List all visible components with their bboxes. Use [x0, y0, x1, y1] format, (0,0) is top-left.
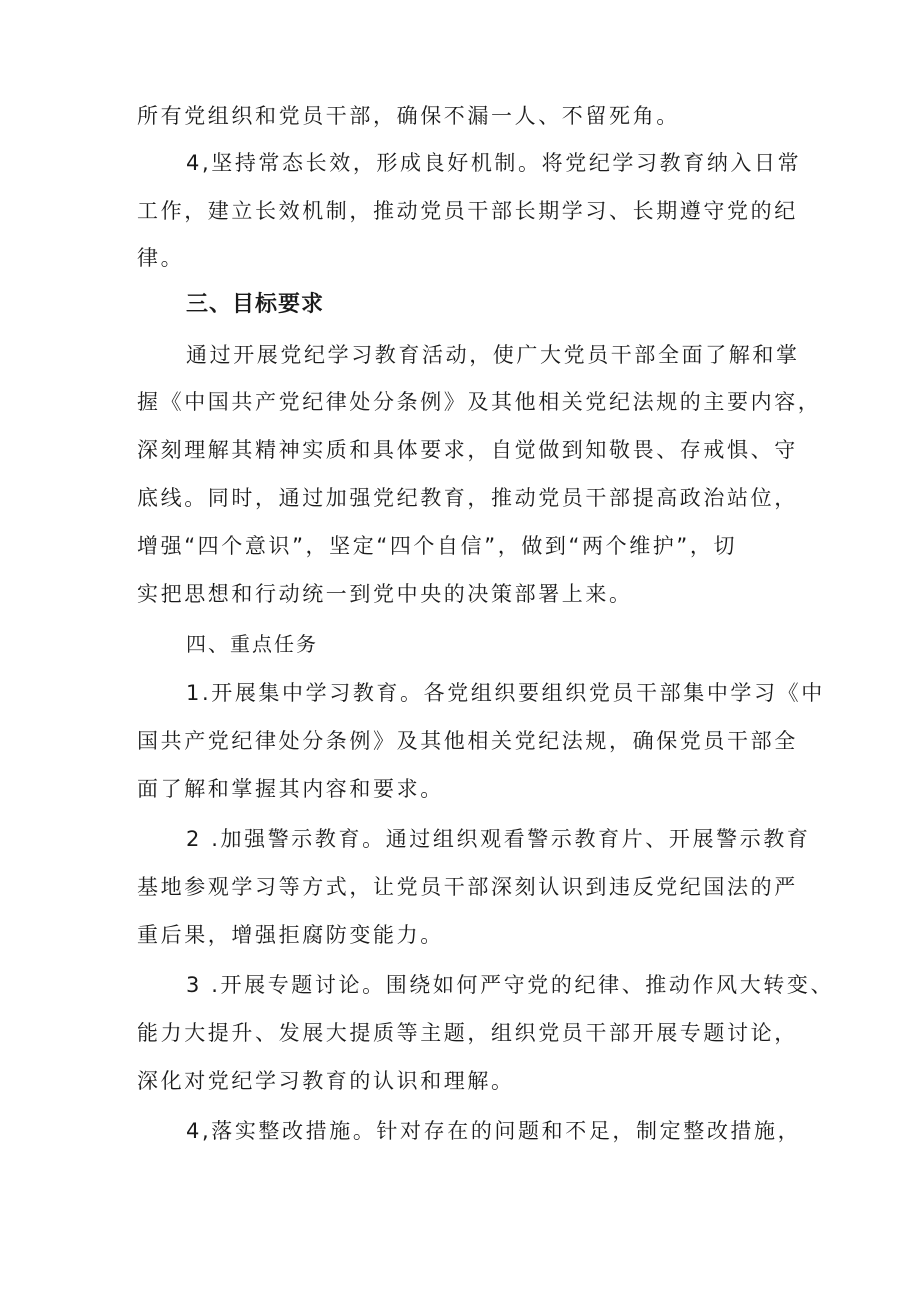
paragraph-line: 4,落实整改措施。针对存在的问题和不足，制定整改措施， — [186, 1119, 802, 1143]
paragraph-line: 深化对党纪学习教育的认识和理解。 — [137, 1069, 515, 1093]
paragraph-line: 国共产党纪律处分条例》及其他相关党纪法规，确保党员干部全 — [137, 729, 798, 753]
paragraph-line: 所有党组织和党员干部，确保不漏一人、不留死角。 — [137, 104, 680, 128]
paragraph-line: 能力大提升、发展大提质等主题，组织党员干部开展专题讨论， — [137, 1021, 798, 1045]
paragraph-line: 基地参观学习等方式，让党员干部深刻认识到违反党纪国法的严 — [137, 875, 798, 899]
paragraph-line: 通过开展党纪学习教育活动，使广大党员干部全面了解和掌 — [186, 343, 800, 367]
paragraph-line: 深刻理解其精神实质和具体要求，自觉做到知敬畏、存戒惧、守 — [137, 438, 798, 462]
paragraph-line: 底线。同时，通过加强党纪教育，推动党员干部提高政治站位， — [137, 486, 798, 510]
paragraph-line: 实把思想和行动统一到党中央的决策部署上来。 — [137, 582, 633, 606]
paragraph-line: 面了解和掌握其内容和要求。 — [137, 777, 444, 801]
paragraph-line: 工作，建立长效机制，推动党员干部长期学习、长期遵守党的纪 — [137, 199, 798, 223]
paragraph-line: 3 .开展专题讨论。围绕如何严守党的纪律、推动作风大转变、 — [186, 973, 835, 997]
paragraph-line: 4,坚持常态长效，形成良好机制。将党纪学习教育纳入日常 — [186, 151, 802, 175]
paragraph-line: 律。 — [137, 246, 185, 270]
paragraph-line: 2 .加强警示教育。通过组织观看警示教育片、开展警示教育 — [186, 827, 811, 851]
section-heading: 三、目标要求 — [186, 292, 325, 317]
paragraph-line: 1.开展集中学习教育。各党组织要组织党员干部集中学习《中 — [186, 681, 825, 705]
section-heading: 四、重点任务 — [186, 632, 318, 656]
paragraph-line: 增强“四个意识”，坚定“四个自信”，做到“两个维护”，切 — [137, 534, 738, 558]
paragraph-line: 握《中国共产党纪律处分条例》及其他相关党纪法规的主要内容， — [137, 390, 822, 414]
paragraph-line: 重后果，增强拒腐防变能力。 — [137, 923, 444, 947]
